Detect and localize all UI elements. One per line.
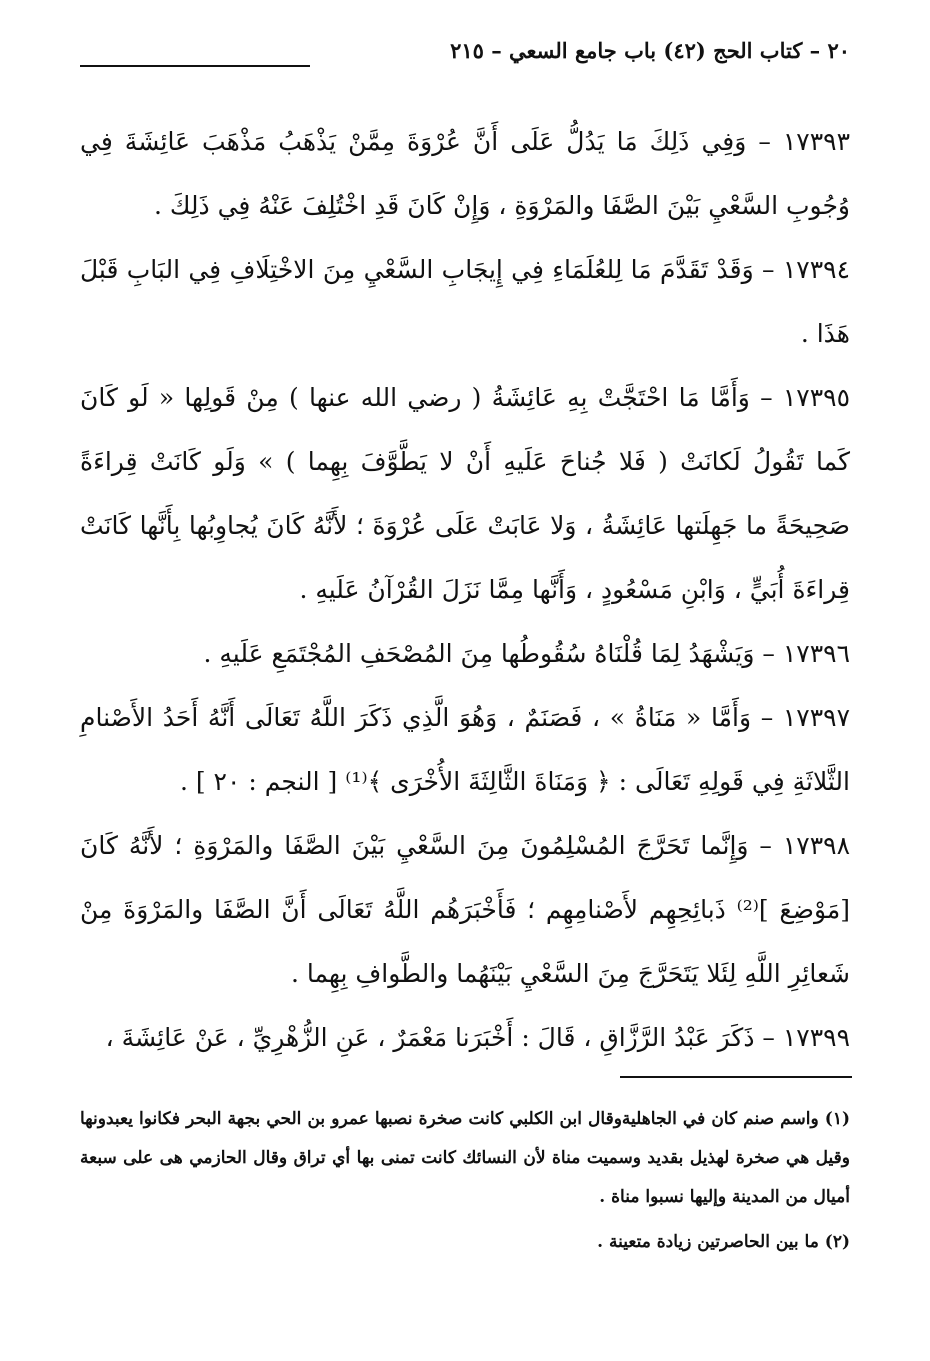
paragraph-17399: ١٧٣٩٩ – ذَكَرَ عَبْدُ الرَّزَّاقِ ، قَالَ : أَخْبَرَنا مَعْمَرٌ ، عَنِ الزُّهْرِيِّ ، عَنْ عَائِشَةَ ، — [105, 1023, 850, 1052]
paragraph-17398: ١٧٣٩٨ – وَإِنَّما تَحَرَّجَ المُسْلِمُونَ مِنَ السَّعْيِ بَيْنَ الصَّفَا والمَرْوَةِ ؛ لأَنَّهُ كَانَ [مَوْضِعَ ]⁽²⁾ ذَبائِحِهِم لأَصْنامِهِم ؛ فَأَخْبَرَهُم اللَّهُ تَعَالَى أَنَّ الصَّفَا والمَرْوَةَ مِنْ شَعائِرِ اللَّهِ لِئَلا يَتَحَرَّجَ مِنَ السَّعْيِ بَيْنَهُما والطَّوافِ بِهِما . — [80, 831, 851, 988]
footnote-1: (١) واسم صنم كان في الجاهليةوقال ابن الكلبي كانت صخرة نصبها عمرو بن الحي بجهة البحر فكانوا يعبدونها وقيل هي صخرة لهذيل بقديد وسميت مناة لأن النسائك كانت تمنى بها أي تراق وقال الحازمي هى على سبعة أميال من المدينة وإليها نسبوا مناة . — [80, 1109, 850, 1207]
paragraph-17396: ١٧٣٩٦ – وَيَشْهَدُ لِمَا قُلْنَاهُ سُقُوطُها مِنَ المُصْحَفِ المُجْتَمَعِ عَلَيهِ . — [203, 639, 850, 668]
footnote-2: (٢) ما بين الحاصرتين زيادة متعينة . — [597, 1232, 850, 1252]
main-text — [80, 110, 850, 1070]
footnotes — [80, 1100, 850, 1262]
paragraph-17397: ١٧٣٩٧ – وَأَمَّا « مَنَاةُ » ، فَصَنَمٌ ، وَهُوَ الَّذِي ذَكَرَ اللَّهُ تَعَالَى أَنَّهُ أَحَدُ الأَصْنامِ الثَّلاثَةِ فِي قَولِهِ تَعَالَى : ﴿ وَمَنَاةَ الثَّالِثَةَ الأُخْرَى ﴾⁽¹⁾ [ النجم : ٢٠ ] . — [80, 703, 850, 796]
paragraph-17395: ١٧٣٩٥ – وَأَمَّا مَا احْتَجَّتْ بِهِ عَائِشَةُ ( رضي الله عنها ) مِنْ قَولِها « لَو كَانَ كَما تَقُولُ لَكانَتْ ( فَلا جُناحَ عَلَيهِ أَنْ لا يَطَّوَّفَ بِهِما ) » وَلَو كَانَتْ قِراءَةً صَحِيحَةً ما جَهِلَتها عَائِشَةُ ، وَلا عَابَتْ عَلَى عُرْوَةَ ؛ لأَنَّهُ كَانَ يُجاوِبُها بِأَنَّها كَانَتْ قِراءَةَ أُبَيٍّ ، وَابْنِ مَسْعُودٍ ، وَأَنَّها مِمَّا نَزَلَ القُرْآنُ عَلَيهِ . — [80, 383, 850, 604]
running-title: ٢٠ – كتاب الحج (٤٢) باب جامع السعي – ٢١٥ — [450, 38, 850, 63]
paragraph-17393: ١٧٣٩٣ – وَفِي ذَلِكَ مَا يَدُلُّ عَلَى أَنَّ عُرْوَةَ مِمَّنْ يَذْهَبُ مَذْهَبَ عَائِشَةَ فِي وُجُوبِ السَّعْيِ بَيْنَ الصَّفَا والمَرْوَةِ ، وَإِنْ كَانَ قَدِ اخْتُلِفَ عَنْهُ فِي ذَلِكَ . — [80, 127, 850, 220]
running-header — [80, 38, 850, 74]
footnote-separator — [620, 1076, 852, 1078]
paragraph-17394: ١٧٣٩٤ – وَقَدْ تَقَدَّمَ مَا لِلعُلَمَاءِ فِي إِيجَابِ السَّعْيِ مِنَ الاخْتِلَافِ فِي البَابِ قَبْلَ هَذَا . — [80, 255, 850, 348]
header-rule — [80, 65, 310, 67]
